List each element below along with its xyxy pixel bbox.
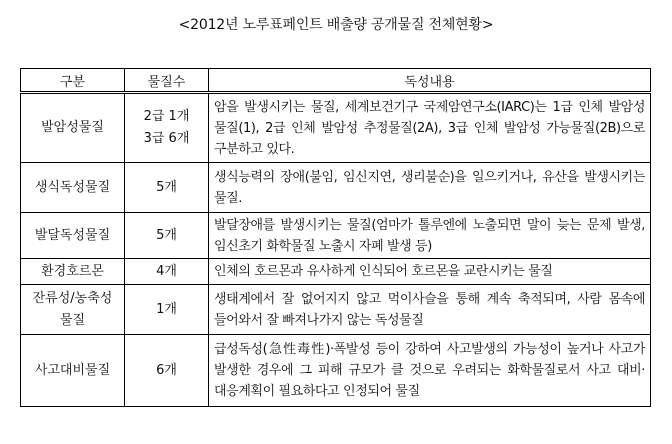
count-value: 6개 — [156, 362, 177, 378]
description-cell: 생태계에서 잘 없어지지 않고 먹이사슬을 통해 계속 축적되며, 사람 몸속에 들어와서 잘 빠져나가지 않는 독성물질 — [209, 285, 651, 335]
count-value: 2급 1개 — [143, 109, 190, 124]
count-value: 3급 6개 — [143, 131, 190, 146]
count-value: 5개 — [156, 227, 177, 243]
page-title: <2012년 노루표페인트 배출량 공개물질 전체현황> — [178, 17, 494, 33]
table-row — [21, 285, 651, 335]
count-cell — [125, 213, 209, 259]
count-cell — [125, 335, 209, 407]
table-row — [21, 335, 651, 407]
description-cell: 인체의 호르몬과 유사하게 인식되어 호르몬을 교란시키는 물질 — [209, 259, 651, 285]
count-value: 5개 — [156, 179, 177, 195]
description-cell: 급성독성(急性毒性)·폭발성 등이 강하여 사고발생의 가능성이 높거나 사고가 발생한 경우에 그 피해 규모가 클 것으로 우려되는 화학물질로서 사고 대비·대응계획이 필요하다고 인정되어 물질 — [209, 335, 651, 407]
table-header-row — [21, 69, 651, 93]
description-cell: 생식능력의 장애(불임, 임신지연, 생리불순)을 일으키거나, 유산을 발생시키는 물질. — [209, 163, 651, 213]
table-row — [21, 93, 651, 163]
header-count: 물질수 — [125, 69, 209, 93]
count-cell — [125, 163, 209, 213]
count-value: 1개 — [156, 301, 177, 317]
table-row — [21, 213, 651, 259]
count-cell — [125, 285, 209, 335]
category-cell: 발달독성물질 — [21, 213, 125, 259]
category-cell: 사고대비물질 — [21, 335, 125, 407]
count-value: 4개 — [156, 263, 177, 279]
count-cell — [125, 259, 209, 285]
description-cell: 암을 발생시키는 물질, 세계보건기구 국제암연구소(IARC)는 1급 인체 발암성 물질(1), 2급 인체 발암성 추정물질(2A), 3급 인체 발암성 가능물질(2B)으로 구분하고 있다. — [209, 93, 651, 163]
count-cell — [125, 93, 209, 163]
category-cell: 생식독성물질 — [21, 163, 125, 213]
header-category: 구분 — [21, 69, 125, 93]
table-row — [21, 163, 651, 213]
table-row — [21, 259, 651, 285]
description-cell: 발달장애를 발생시키는 물질(엄마가 톨루엔에 노출되면 말이 늦는 문제 발생, 임신초기 화학물질 노출시 자폐 발생 등) — [209, 213, 651, 259]
category-cell: 잔류성/농축성 물질 — [21, 285, 125, 335]
category-cell: 환경호르몬 — [21, 259, 125, 285]
header-description: 독성내용 — [209, 69, 651, 93]
category-cell: 발암성물질 — [21, 93, 125, 163]
toxic-substance-table — [20, 68, 651, 407]
